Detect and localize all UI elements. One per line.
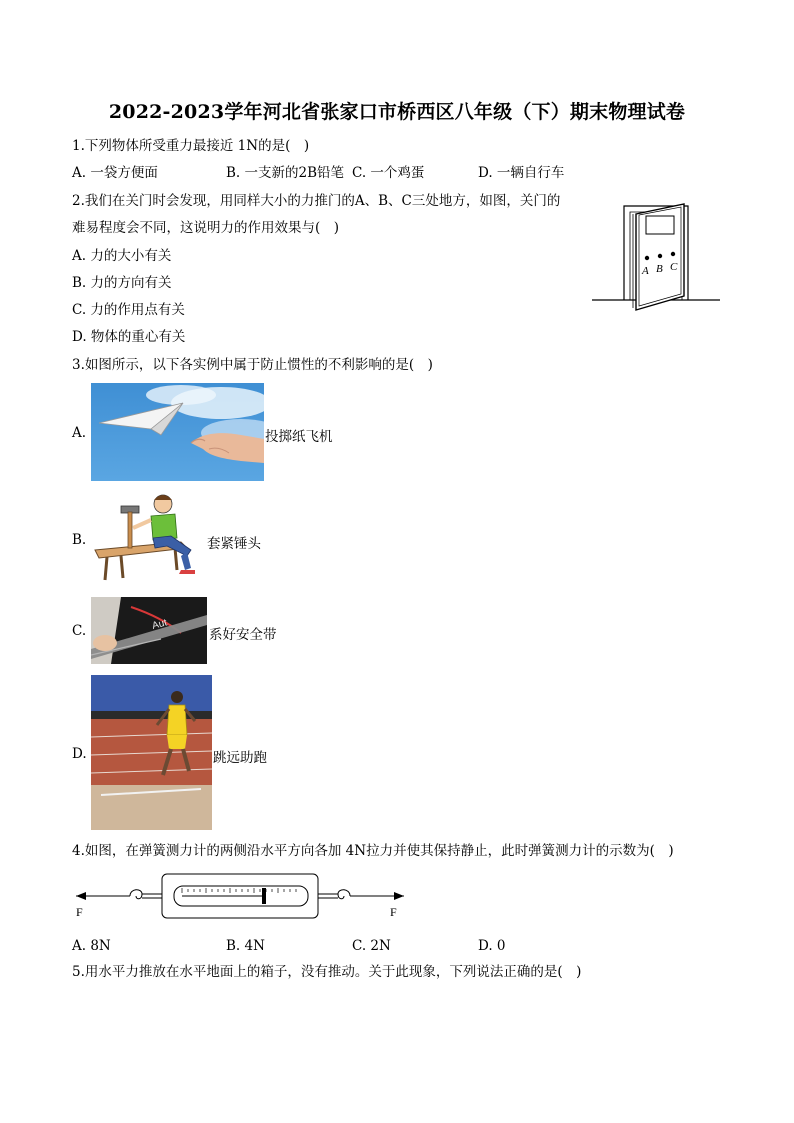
- question-2-stem-line1: 2.我们在关门时会发现，用同样大小的力推门的A、B、C三处地方，如图，关门的: [72, 193, 561, 209]
- door-label-c: C: [670, 261, 678, 273]
- question-3-stem: 3.如图所示，以下各实例中属于防止惯性的不利影响的是( ): [72, 357, 433, 373]
- q3-option-c-caption: 系好安全带: [209, 627, 277, 643]
- q4-option-a: A. 8N: [72, 938, 111, 954]
- door-figure: [590, 200, 722, 312]
- q4-option-d: D. 0: [478, 938, 506, 954]
- q1-option-d: D. 一辆自行车: [478, 165, 565, 181]
- hammer-bench-illustration: [91, 490, 206, 583]
- q3-option-a-caption: 投掷纸飞机: [265, 429, 333, 445]
- door-label-a: A: [642, 265, 649, 277]
- q3-option-d-caption: 跳远助跑: [213, 750, 267, 766]
- q3-option-a-letter: A.: [72, 425, 87, 441]
- force-label-left: F: [76, 905, 83, 919]
- spring-scale-figure: [70, 868, 410, 924]
- q3-option-b-caption: 套紧锤头: [207, 536, 261, 552]
- q2-option-c: C. 力的作用点有关: [72, 302, 185, 318]
- q2-option-a: A. 力的大小有关: [72, 248, 172, 264]
- q4-option-c: C. 2N: [352, 938, 391, 954]
- q2-option-d: D. 物体的重心有关: [72, 329, 186, 345]
- q3-option-c-letter: C.: [72, 623, 87, 639]
- q3-option-b-letter: B.: [72, 532, 87, 548]
- q1-option-c: C. 一个鸡蛋: [352, 165, 425, 181]
- question-5-stem: 5.用水平力推放在水平地面上的箱子，没有推动。关于此现象，下列说法正确的是( ): [72, 964, 582, 980]
- svg-text:Aut: Aut: [150, 617, 169, 632]
- q1-option-b: B. 一支新的2B铅笔: [226, 165, 345, 181]
- paper-plane-photo: [91, 383, 264, 481]
- long-jump-photo: [91, 675, 212, 830]
- q2-option-b: B. 力的方向有关: [72, 275, 172, 291]
- force-label-right: F: [390, 905, 397, 919]
- question-4-stem: 4.如图，在弹簧测力计的两侧沿水平方向各加 4N拉力并使其保持静止，此时弹簧测力计的示数为( ): [72, 843, 674, 859]
- question-2-stem-line2: 难易程度会不同，这说明力的作用效果与( ): [72, 220, 340, 236]
- q3-option-d-letter: D.: [72, 746, 87, 762]
- seatbelt-photo: [91, 597, 207, 664]
- q4-option-b: B. 4N: [226, 938, 265, 954]
- question-1-stem: 1.下列物体所受重力最接近 1N的是( ): [72, 138, 310, 154]
- q1-option-a: A. 一袋方便面: [72, 165, 158, 181]
- page-title: 2022-2023学年河北省张家口市桥西区八年级（下）期末物理试卷: [108, 101, 686, 123]
- door-label-b: B: [656, 263, 663, 275]
